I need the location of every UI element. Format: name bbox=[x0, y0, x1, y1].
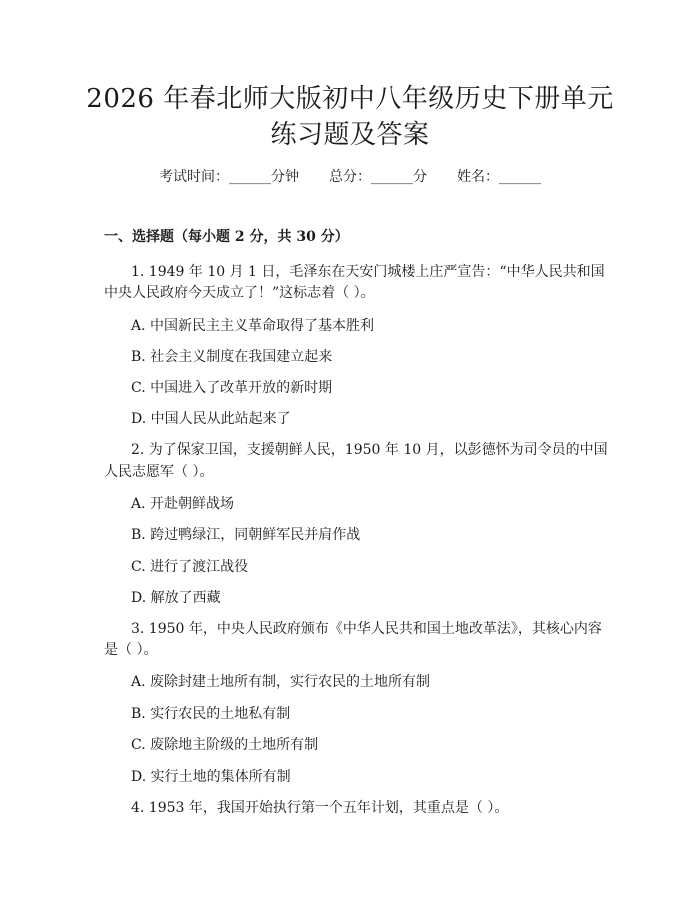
student-name-field: 姓名：______ bbox=[457, 169, 541, 185]
question-4-text: 4. 1953 年，我国开始执行第一个五年计划，其重点是（ ）。 bbox=[131, 800, 509, 816]
question-3-text-cont: 是（ ）。 bbox=[104, 642, 158, 658]
document-title-line-1: 2026 年春北师大版初中八年级历史下册单元 bbox=[86, 84, 614, 114]
question-1-option-d: D. 中国人民从此站起来了 bbox=[131, 411, 291, 427]
exam-meta bbox=[0, 167, 700, 187]
question-2-option-d: D. 解放了西藏 bbox=[131, 590, 221, 606]
question-1-option-b: B. 社会主义制度在我国建立起来 bbox=[131, 349, 333, 365]
section-heading: 一、选择题（每小题 2 分，共 30 分） bbox=[104, 229, 349, 245]
question-1-option-a: A. 中国新民主主义革命取得了基本胜利 bbox=[131, 318, 375, 334]
question-2-text: 2. 为了保家卫国，支援朝鲜人民，1950 年 10 月，以彭德怀为司令员的中国 bbox=[131, 442, 608, 458]
question-1-text-cont: 中央人民政府今天成立了！”这标志着（ ）。 bbox=[104, 285, 375, 301]
question-2-text-cont: 人民志愿军（ ）。 bbox=[104, 464, 214, 480]
question-2-option-b: B. 跨过鸭绿江，同朝鲜军民并肩作战 bbox=[131, 527, 361, 543]
total-score-field: 总分：______分 bbox=[329, 169, 427, 185]
question-2-option-c: C. 进行了渡江战役 bbox=[131, 559, 249, 575]
question-3-option-d: D. 实行土地的集体所有制 bbox=[131, 769, 291, 785]
question-1-text: 1. 1949 年 10 月 1 日，毛泽东在天安门城楼上庄严宣告：“中华人民共和国 bbox=[131, 264, 605, 280]
question-2-option-a: A. 开赴朝鲜战场 bbox=[131, 496, 235, 512]
document-title-line-2: 练习题及答案 bbox=[270, 120, 430, 150]
question-3-option-b: B. 实行农民的土地私有制 bbox=[131, 706, 291, 722]
question-3-text: 3. 1950 年，中央人民政府颁布《中华人民共和国土地改革法》，其核心内容 bbox=[131, 621, 602, 637]
question-1-option-c: C. 中国进入了改革开放的新时期 bbox=[131, 380, 333, 396]
exam-time-field: 考试时间：______分钟 bbox=[159, 169, 299, 185]
question-3-option-c: C. 废除地主阶级的土地所有制 bbox=[131, 737, 319, 753]
question-3-option-a: A. 废除封建土地所有制，实行农民的土地所有制 bbox=[131, 674, 431, 690]
